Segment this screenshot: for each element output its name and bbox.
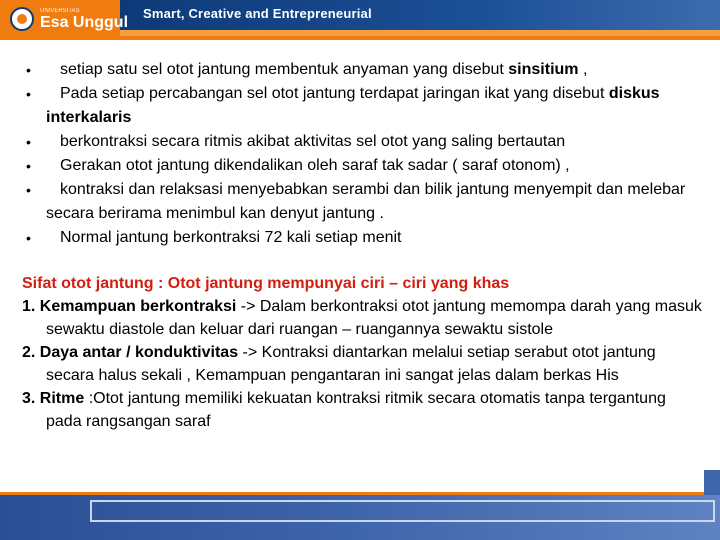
bullet-item: • Pada setiap percabangan sel otot jantung terdapat jaringan ikat yang disebut diskus interkalaris [0,82,720,130]
logo-text [40,8,128,31]
bullet-icon: • [26,230,31,246]
footer-corner [704,470,720,495]
bullet-item: • berkontraksi secara ritmis akibat aktivitas sel otot yang saling bertautan [0,130,720,154]
header-accent-stripe [120,30,720,36]
university-logo [10,4,128,34]
section-title: Sifat otot jantung : Otot jantung mempunyai ciri – ciri yang khas [22,275,510,292]
logo-emblem-icon [10,7,34,31]
bullet-item: • Gerakan otot jantung dikendalikan oleh saraf tak sadar ( saraf otonom) , [0,154,720,178]
slide-content [0,58,720,250]
bullet-icon: • [26,86,31,102]
tagline: Smart, Creative and Entrepreneurial [143,6,372,21]
numbered-item: 3. Ritme :Otot jantung memiliki kekuatan kontraksi ritmik secara otomatis tanpa tergantung pada rangsangan saraf [22,390,666,430]
footer-panel [90,500,715,522]
bullet-item: • kontraksi dan relaksasi menyebabkan serambi dan bilik jantung menyempit dan melebar secara berirama menimbul kan denyut jantung . [0,178,720,226]
logo-name: Esa Unggul [40,13,129,31]
numbered-item: 2. Daya antar / konduktivitas -> Kontraksi diantarkan melalui setiap serabut otot jantung secara halus sekali , Kemampuan pengantaran ini sangat jelas dalam berkas His [22,344,656,384]
bullet-item: • setiap satu sel otot jantung membentuk anyaman yang disebut sinsitium , [0,58,720,82]
bullet-list [0,58,720,250]
bullet-icon: • [26,182,31,198]
bullet-icon: • [26,62,31,78]
numbered-item: 1. Kemampuan berkontraksi -> Dalam berkontraksi otot jantung memompa darah yang masuk sewaktu diastole dan keluar dari ruangan – ruangannya sewaktu sistole [22,298,702,338]
bullet-item: • Normal jantung berkontraksi 72 kali setiap menit [0,226,720,250]
bullet-icon: • [26,134,31,150]
properties-section [22,272,702,433]
bullet-icon: • [26,158,31,174]
logo-small-text: UNIVERSITAS [40,7,80,14]
